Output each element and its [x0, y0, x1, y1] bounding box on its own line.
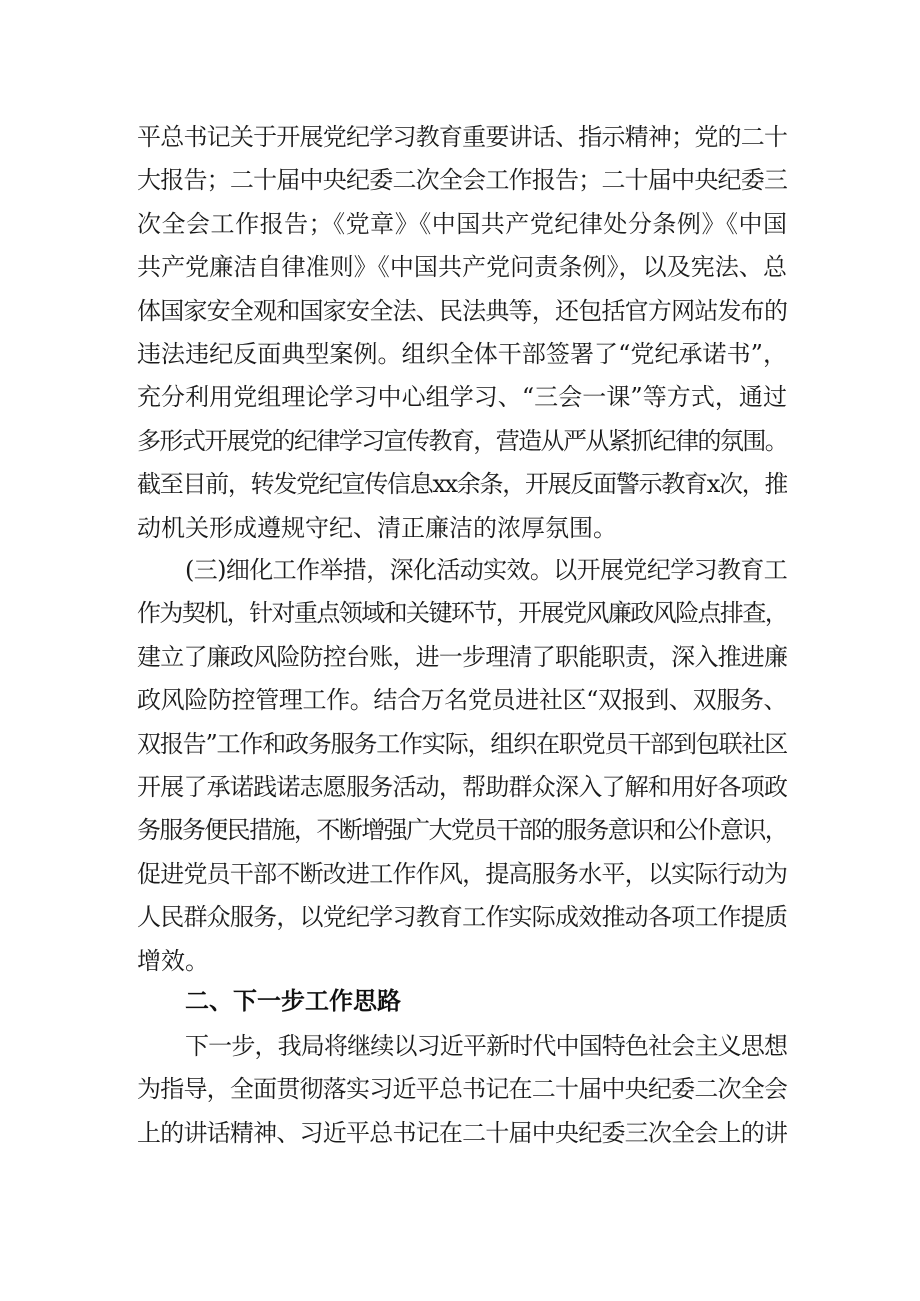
text-line: 下一步，我局将继续以习近平新时代中国特色社会主义思想 [185, 1032, 787, 1060]
text-line: (三)细化工作举措，深化活动实效。以开展党纪学习教育工 [185, 556, 787, 584]
text-line: 双报告”工作和政务服务工作实际，组织在职党员干部到包联社区 [137, 729, 787, 758]
text-line: 共产党廉洁自律准则》《中国共产党问责条例》，以及宪法、总 [137, 253, 787, 282]
text-line: 动机关形成遵规守纪、清正廉洁的浓厚氛围。 [137, 513, 617, 542]
text-line: 平总书记关于开展党纪学习教育重要讲话、指示精神；党的二十 [137, 123, 787, 151]
text-line: 政风险防控管理工作。结合万名党员进社区“双报到、双服务、 [137, 686, 787, 715]
text-line: 促进党员干部不断改进工作作风，提高服务水平，以实际行动为 [137, 859, 787, 888]
text-line: 务服务便民措施，不断增强广大党员干部的服务意识和公仆意识， [137, 816, 787, 845]
text-line: 作为契机，针对重点领域和关键环节，开展党风廉政风险点排查， [137, 599, 787, 628]
text-line: 多形式开展党的纪律学习宣传教育，营造从严从紧抓纪律的氛围。 [137, 426, 787, 455]
text-line: 次全会工作报告；《党章》《中国共产党纪律处分条例》《中国 [137, 209, 787, 238]
text-line: 体国家安全观和国家安全法、民法典等，还包括官方网站发布的 [137, 296, 787, 325]
text-line: 截至目前，转发党纪宣传信息xx余条，开展反面警示教育x次，推 [137, 470, 787, 499]
paragraph-2 [137, 549, 787, 983]
text-line: 增效。 [137, 946, 209, 975]
section-heading: 二、下一步工作思路 [185, 987, 401, 1015]
text-line: 上的讲话精神、习近平总书记在二十届中央纪委三次全会上的讲 [137, 1118, 787, 1147]
text-line: 违法违纪反面典型案例。组织全体干部签署了“党纪承诺书”， [137, 339, 787, 368]
paragraph-3 [137, 1025, 787, 1155]
text-line: 人民群众服务，以党纪学习教育工作实际成效推动各项工作提质 [137, 903, 787, 932]
paragraph-1 [137, 116, 787, 550]
text-line: 为指导，全面贯彻落实习近平总书记在二十届中央纪委二次全会 [137, 1075, 787, 1104]
text-line: 大报告；二十届中央纪委二次全会工作报告；二十届中央纪委三 [137, 166, 787, 195]
text-line: 开展了承诺践诺志愿服务活动，帮助群众深入了解和用好各项政 [137, 772, 787, 801]
text-line: 充分利用党组理论学习中心组学习、“三会一课”等方式，通过 [137, 383, 787, 412]
text-line: 建立了廉政风险防控台账，进一步理清了职能职责，深入推进廉 [137, 642, 787, 671]
